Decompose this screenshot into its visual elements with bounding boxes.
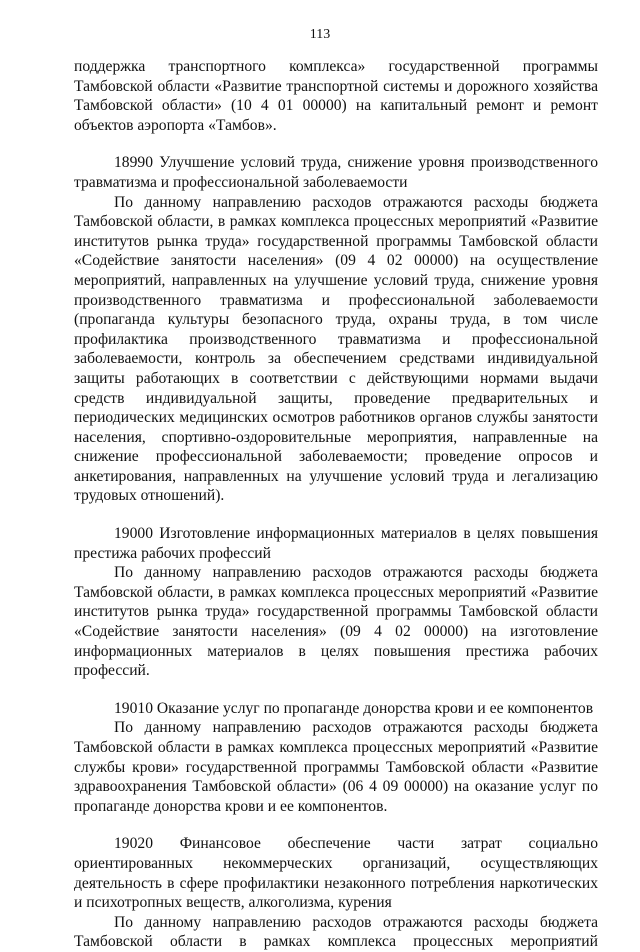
section-gap bbox=[74, 816, 598, 834]
paragraph-19020: По данному направлению расходов отражаются расходы бюджета Тамбовской области в рамках комплекса процессных мероприятий bbox=[74, 913, 598, 951]
document-body bbox=[74, 57, 598, 952]
section-heading-18990: 18990 Улучшение условий труда, снижение уровня производственного травматизма и профессиональной заболеваемости bbox=[74, 154, 598, 191]
section-gap bbox=[74, 681, 598, 699]
section-heading-19020: 19020 Финансовое обеспечение части затрат социально ориентированных некоммерческих организаций, осуществляющих деятельность в сфере профилактики незаконного потребления наркотических и психотропных веществ, алкоголизма, курения bbox=[74, 835, 598, 912]
paragraph-19010: По данному направлению расходов отражаются расходы бюджета Тамбовской области в рамках комплекса процессных мероприятий «Развитие службы крови» государственной программы Тамбовской области «Развитие здравоохранения Тамбовской области» (06 4 09 00000) на оказание услуг по пропаганде донорства крови и ее компонентов. bbox=[74, 719, 598, 815]
section-gap bbox=[74, 506, 598, 524]
paragraph-19000: По данному направлению расходов отражаются расходы бюджета Тамбовской области, в рамках комплекса процессных мероприятий «Развитие институтов рынка труда» государственной программы Тамбовской области «Содействие занятости населения» (09 4 02 00000) на изготовление информационных материалов в целях повышения престижа рабочих профессий. bbox=[74, 564, 598, 680]
section-heading-19010: 19010 Оказание услуг по пропаганде донорства крови и ее компонентов bbox=[114, 699, 594, 717]
paragraph-continuation: поддержка транспортного комплекса» государственной программы Тамбовской области «Развитие транспортной системы и дорожного хозяйства Тамбовской области» (10 4 01 00000) на капитальный ремонт и ремонт объектов аэропорта «Тамбов». bbox=[74, 58, 598, 134]
page-number: 113 bbox=[309, 27, 331, 42]
paragraph-18990: По данному направлению расходов отражаются расходы бюджета Тамбовской области, в рамках комплекса процессных мероприятий «Развитие институтов рынка труда» государственной программы Тамбовской области «Содействие занятости населения» (09 4 02 00000) на осуществление мероприятий, направленных на улучшение условий труда, снижение уровня производственного травматизма и профессиональной заболеваемости (пропаганда культуры безопасного труда, охраны труда, в том числе профилактика производственного травматизма и профессиональной заболеваемости, контроль за обеспечением средствами индивидуальной защиты работающих в соответствии с действующими нормами выдачи средств индивидуальной защиты, проведение предварительных и периодических медицинских осмотров работников органов службы занятости населения, спортивно-оздоровительные мероприятия, направленные на снижение профессиональной заболеваемости; проведение опросов и анкетирования, направленных на улучшение условий труда и легализацию трудовых отношений). bbox=[74, 193, 598, 505]
section-heading-19000: 19000 Изготовление информационных материалов в целях повышения престижа рабочих профессий bbox=[74, 525, 598, 562]
section-gap bbox=[74, 135, 598, 153]
